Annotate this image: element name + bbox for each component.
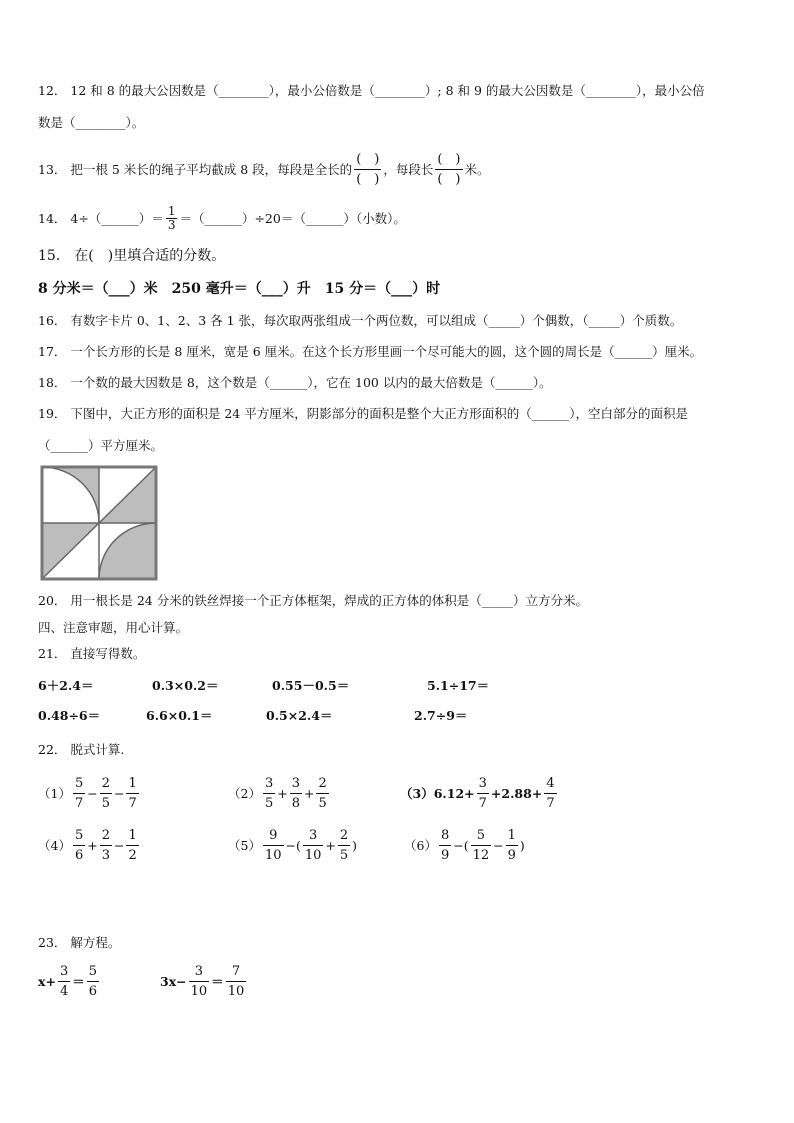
q19-line1: 19． 下图中，大正方形的面积是 24 平方厘米，阴影部分的面积是整个大正方形面积的（______），空白部分的面积是: [38, 406, 688, 421]
q16: 16． 有数字卡片 0、1、2、3 各 1 张，每次取两张组成一个两位数，可以组成（_____）个偶数，（_____）个质数。: [38, 313, 683, 328]
q14-fraction: $\frac{1}{3}$: [167, 204, 176, 232]
q19-line2: （______）平方厘米。: [38, 438, 164, 453]
q23-title: 23． 解方程。: [38, 935, 121, 950]
q22-title: 22． 脱式计算.: [38, 742, 125, 757]
q21-item: 6＋2.4＝: [38, 678, 94, 693]
q12-line2: 数是（________）。: [38, 115, 145, 130]
q14: [38, 205, 406, 232]
q15-title: 15． 在( )里填合适的分数。: [38, 248, 226, 264]
section-4-heading: 四、注意审题，用心计算。: [38, 620, 189, 635]
q21-item: 6.6×0.1＝: [146, 708, 213, 723]
q22-expr-4: （4） $\frac{5}{6}$ + $\frac{2}{3}$ − $\frac{1}{2}$: [38, 828, 137, 863]
q22-expr-3: （3）6.12+ $\frac{3}{7}$ +2.88+ $\frac{4}{7}$: [400, 776, 555, 811]
q21-item: 0.5×2.4＝: [266, 708, 333, 723]
q12-line1: 12． 12 和 8 的最大公因数是（________），最小公倍数是（________）; 8 和 9 的最大公因数是（________），最小公倍: [38, 83, 705, 98]
q22-expr-2: （2） $\frac{3}{5}$ + $\frac{3}{8}$ + $\frac{2}{5}$: [228, 776, 327, 811]
q20: 20． 用一根长是 24 分米的铁丝焊接一个正方体框架，焊成的正方体的体积是（_____）立方分米。: [38, 593, 588, 608]
q13-fraction-blank-1[interactable]: $\frac{( )}{( )}$: [356, 152, 380, 187]
q13-text-c: 米。: [464, 161, 490, 177]
q17: 17． 一个长方形的长是 8 厘米，宽是 6 厘米。在这个长方形里画一个尽可能大的圆，这个圆的周长是（______）厘米。: [38, 344, 703, 359]
q21-item: 0.48÷6＝: [38, 708, 101, 723]
q14-text-b: ＝（______）÷20＝（______）（小数）。: [179, 210, 406, 226]
q22-expr-5: （5） $\frac{9}{10}$ −( $\frac{3}{10}$ + $\frac{2}{5}$ ): [228, 828, 358, 863]
q15-line: 8 分米＝（___）米 250 毫升＝（___）升 15 分＝（___）时: [38, 281, 441, 297]
q23-equation-2: 3x− $\frac{3}{10}$ ＝ $\frac{7}{10}$: [160, 964, 245, 999]
q21-title: 21． 直接写得数。: [38, 646, 146, 661]
q19-square-figure: [40, 465, 160, 581]
q13-text-a: 13． 把一根 5 米长的绳子平均截成 8 段，每段是全长的: [38, 161, 353, 177]
q23-equation-1: x+ $\frac{3}{4}$ ＝ $\frac{5}{6}$: [38, 964, 98, 999]
q21-item: 2.7÷9＝: [414, 708, 468, 723]
q21-item: 5.1÷17＝: [427, 678, 490, 693]
q21-item: 0.55－0.5＝: [272, 678, 350, 693]
q13-text-b: ，每段长: [383, 161, 434, 177]
q14-text-a: 14． 4÷（______）＝: [38, 210, 164, 226]
q18: 18． 一个数的最大因数是 8，这个数是（______），它在 100 以内的最大倍数是（______）。: [38, 375, 552, 390]
q13: [38, 150, 490, 189]
q13-fraction-blank-2[interactable]: $\frac{( )}{( )}$: [437, 152, 461, 187]
q21-item: 0.3×0.2＝: [152, 678, 219, 693]
q22-expr-1: （1） $\frac{5}{7}$ − $\frac{2}{5}$ − $\frac{1}{7}$: [38, 776, 137, 811]
q22-expr-6: （6） $\frac{8}{9}$ −( $\frac{5}{12}$ − $\frac{1}{9}$ ): [404, 828, 525, 863]
